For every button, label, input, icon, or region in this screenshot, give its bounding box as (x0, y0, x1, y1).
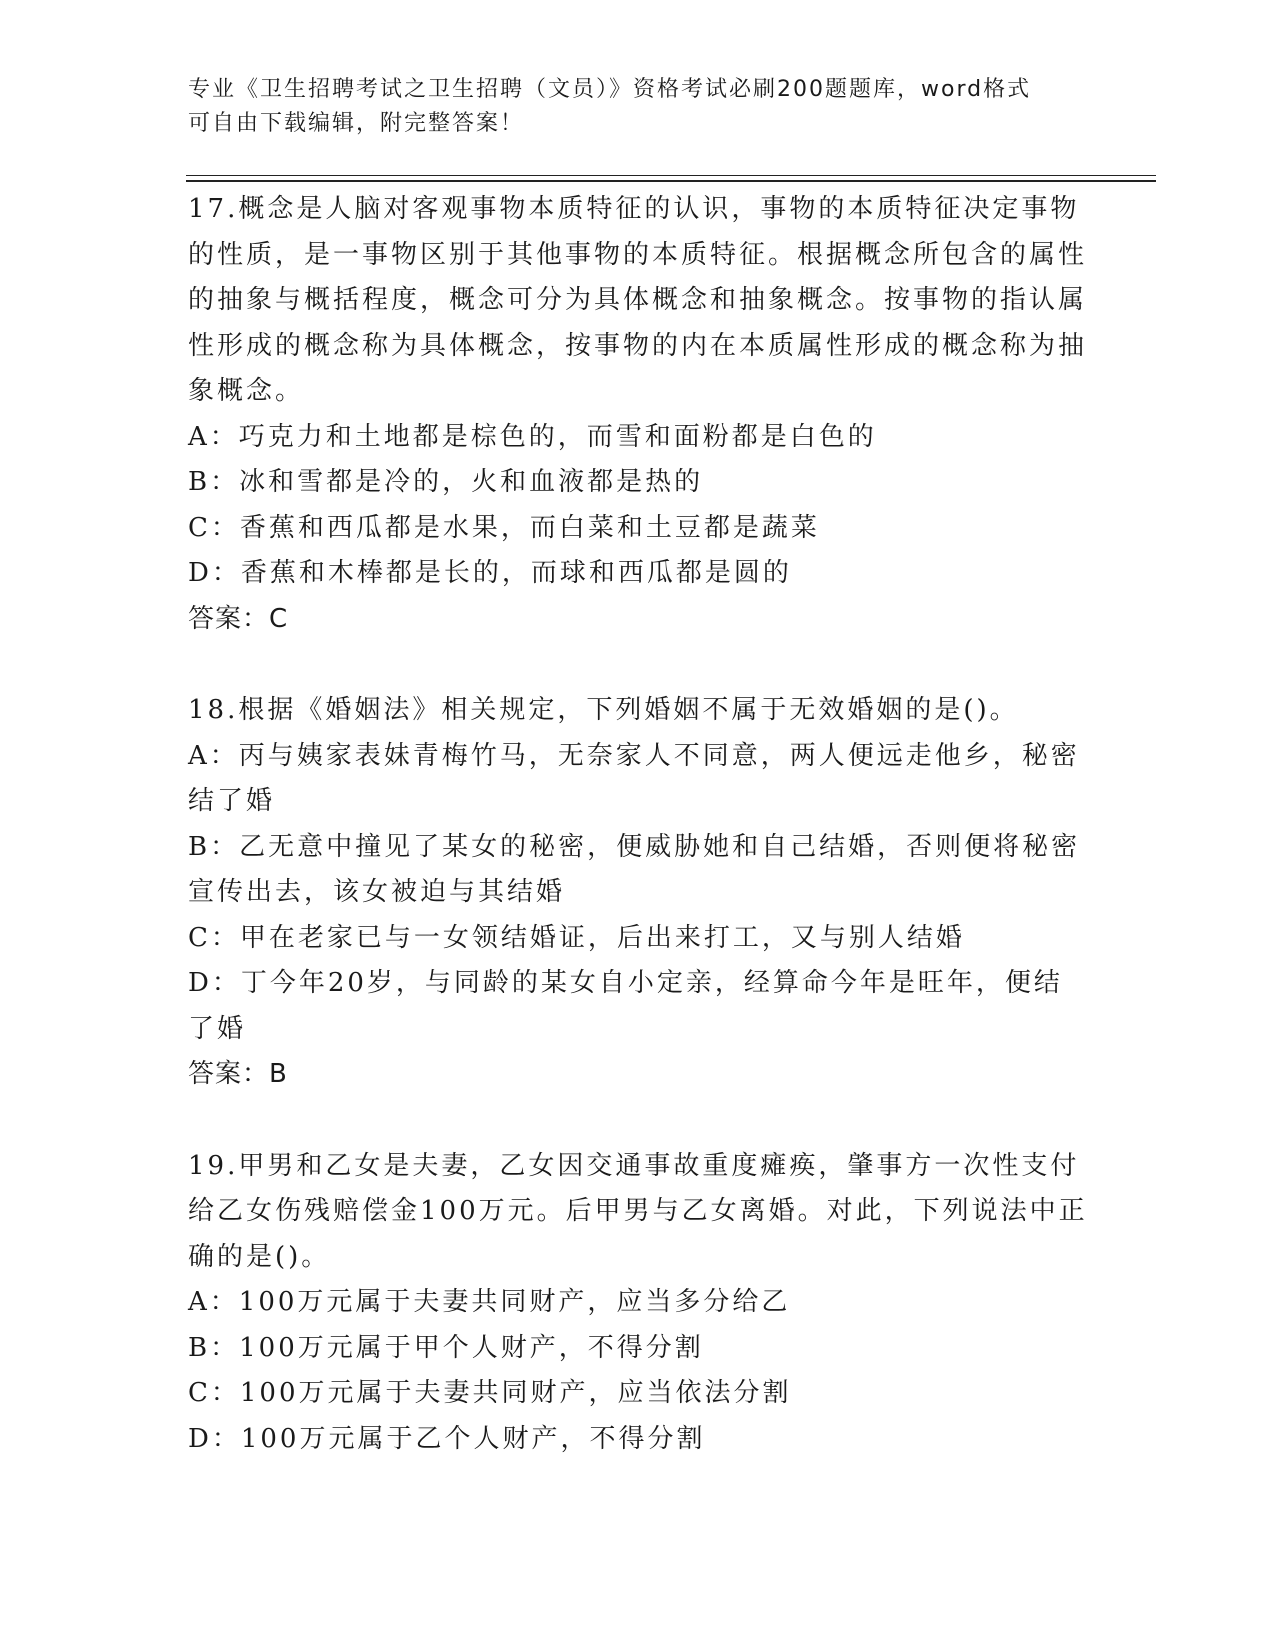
option-b: B：乙无意中撞见了某女的秘密，便威胁她和自己结婚，否则便将秘密宣传出去，该女被迫与其结婚 (188, 831, 1081, 907)
header-title-line-2: 可自由下载编辑，附完整答案！ (188, 111, 525, 136)
question-spacer (188, 642, 1088, 688)
question-spacer (188, 1098, 1088, 1144)
option-c: C：香蕉和西瓜都是水果，而白菜和土豆都是蔬菜 (188, 512, 820, 543)
answer-line: 答案：B (188, 1059, 288, 1089)
option-d: D：丁今年20岁，与同龄的某女自小定亲，经算命今年是旺年，便结了婚 (188, 968, 1063, 1044)
header-title-line-1: 专业《卫生招聘考试之卫生招聘（文员）》资格考试必刷200题题库，word格式 (188, 77, 1032, 102)
option-d: D：100万元属于乙个人财产，不得分割 (188, 1423, 706, 1454)
header-divider-thick (186, 180, 1156, 182)
option-a: A：巧克力和土地都是棕色的，而雪和面粉都是白色的 (188, 421, 877, 452)
option-a: A：丙与姨家表妹青梅竹马，无奈家人不同意，两人便远走他乡，秘密结了婚 (188, 740, 1080, 816)
option-b: B：100万元属于甲个人财产，不得分割 (188, 1332, 704, 1363)
question-stem: 19.甲男和乙女是夫妻，乙女因交通事故重度瘫痪，肇事方一次性支付给乙女伤残赔偿金100万元。后甲男与乙女离婚。对此，下列说法中正确的是()。 (188, 1150, 1088, 1272)
page-header (188, 73, 1068, 141)
question-stem: 17.概念是人脑对客观事物本质特征的认识，事物的本质特征决定事物的性质，是一事物区别于其他事物的本质特征。根据概念所包含的属性的抽象与概括程度，概念可分为具体概念和抽象概念。按事物的指认属性形成的概念称为具体概念，按事物的内在本质属性形成的概念称为抽象概念。 (188, 194, 1088, 406)
option-d: D：香蕉和木棒都是长的，而球和西瓜都是圆的 (188, 558, 792, 588)
question-19 (188, 1144, 1088, 1463)
question-18 (188, 688, 1088, 1098)
option-a: A：100万元属于夫妻共同财产，应当多分给乙 (188, 1287, 791, 1317)
question-17 (188, 187, 1088, 642)
option-b: B：冰和雪都是冷的，火和血液都是热的 (188, 467, 704, 497)
question-stem: 18.根据《婚姻法》相关规定，下列婚姻不属于无效婚姻的是()。 (188, 695, 1019, 725)
answer-line: 答案：C (188, 603, 289, 634)
header-divider-thin (186, 175, 1156, 176)
option-c: C：100万元属于夫妻共同财产，应当依法分割 (188, 1378, 792, 1408)
question-list (188, 187, 1088, 1462)
option-c: C：甲在老家已与一女领结婚证，后出来打工，又与别人结婚 (188, 922, 965, 953)
